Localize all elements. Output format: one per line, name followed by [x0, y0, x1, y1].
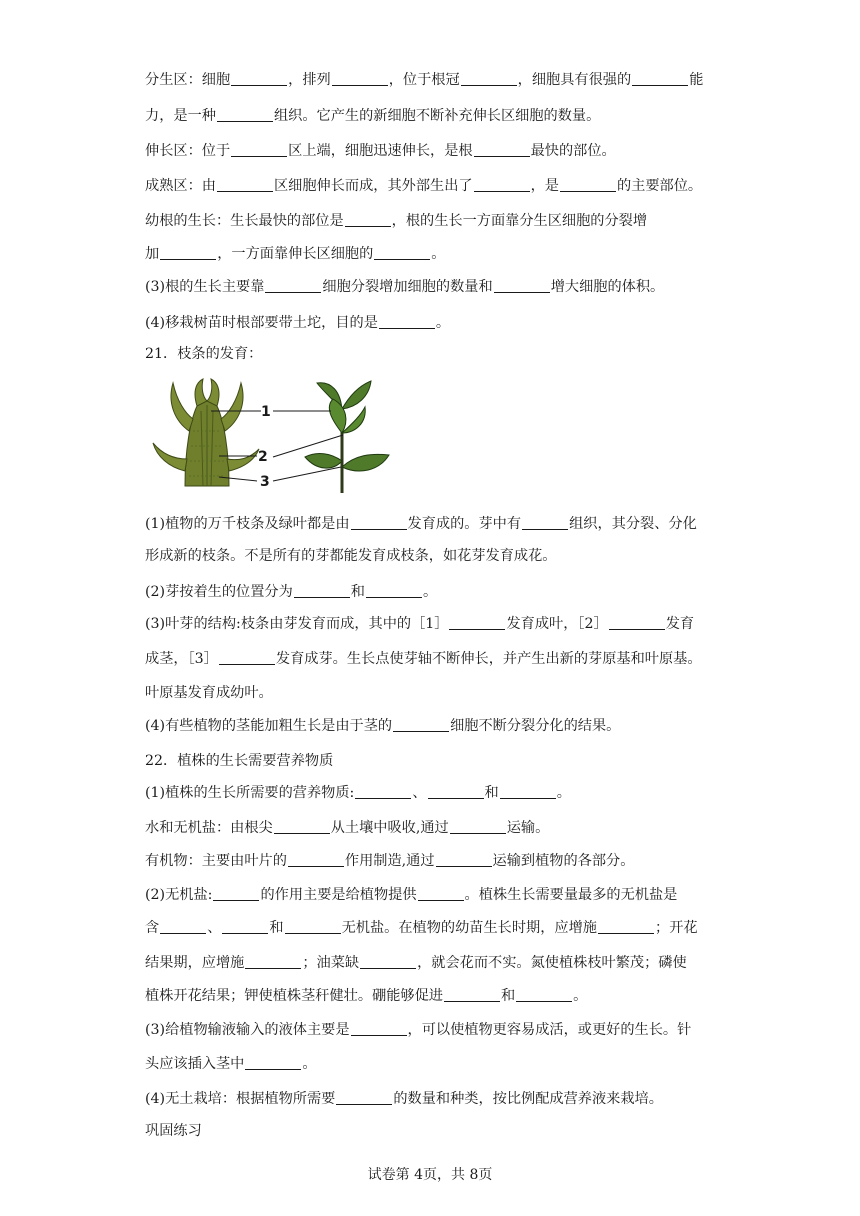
line-text: 。: [573, 988, 588, 1004]
line-text: (3)根的生长主要靠: [145, 279, 265, 295]
answer-blank[interactable]: [461, 71, 517, 86]
label-2: 2: [258, 449, 268, 465]
line-text: 头应该插入茎中: [145, 1056, 245, 1072]
line-text: 最快的部位。: [530, 143, 616, 159]
line-text: (4)无土栽培：根据植物所需要: [145, 1091, 336, 1107]
line-text: 发育: [665, 616, 695, 632]
text-line: [145, 649, 702, 669]
text-line: [145, 1089, 663, 1109]
line-text: ，可以使植物更容易成活，或更好的生长。针: [407, 1022, 692, 1038]
line-text: 加: [145, 246, 160, 262]
answer-blank[interactable]: [500, 784, 556, 799]
text-line: [145, 818, 549, 838]
line-text: 从土壤中吸收,通过: [330, 820, 449, 836]
bud-section-illustration: [153, 379, 259, 486]
answer-blank[interactable]: [245, 1055, 301, 1070]
line-text: (1)植株的生长所需要的营养物质:: [145, 785, 355, 801]
answer-blank[interactable]: [217, 177, 273, 192]
line-text: 组织，其分裂、分化: [569, 516, 697, 532]
line-text: ，排列: [288, 72, 331, 88]
line-text: 增大细胞的体积。: [550, 279, 665, 295]
text-line: [145, 106, 600, 126]
answer-blank[interactable]: [160, 245, 216, 260]
branch-bud-figure: [145, 371, 395, 496]
line-text: 。: [431, 246, 446, 262]
answer-blank[interactable]: [336, 1090, 392, 1105]
line-text: (4)移栽树苗时根部要带土坨，目的是: [145, 315, 378, 331]
line-text: 的主要部位。: [616, 178, 703, 194]
line-text: 发育成的。芽中有: [407, 516, 522, 532]
answer-blank[interactable]: [355, 784, 411, 799]
line-text: 和: [500, 988, 516, 1004]
line-text: 形成新的枝条。不是所有的芽都能发育成枝条，如花芽发育成花。: [145, 548, 557, 564]
label-3: 3: [260, 474, 270, 490]
text-line: [145, 783, 571, 803]
text-line: [145, 313, 450, 333]
line-text: (3)给植物输液输入的液体主要是: [145, 1022, 350, 1038]
line-text: 区上端，细胞迅速伸长，是根: [288, 143, 473, 159]
line-text: (4)有些植物的茎能加粗生长是由于茎的: [145, 718, 393, 734]
text-line: [145, 514, 697, 534]
answer-blank[interactable]: [632, 71, 688, 86]
line-text: 21．枝条的发育：: [145, 346, 263, 362]
line-text: 。: [423, 584, 438, 600]
answer-blank[interactable]: [288, 852, 344, 867]
line-text: 巩固练习: [145, 1123, 202, 1139]
page-footer: 试卷第 4页，共 8页: [367, 1167, 493, 1183]
answer-blank[interactable]: [450, 819, 506, 834]
text-line: [145, 953, 687, 973]
line-text: 和: [484, 785, 499, 801]
text-line: [145, 918, 698, 938]
answer-blank[interactable]: [345, 212, 391, 227]
line-text: 成熟区：由: [145, 178, 216, 194]
answer-blank[interactable]: [213, 886, 259, 901]
line-text: (3)叶芽的结构:枝条由芽发育而成，其中的［1］: [145, 616, 449, 632]
answer-blank[interactable]: [285, 919, 341, 934]
text-line: [145, 244, 445, 264]
answer-blank[interactable]: [294, 583, 350, 598]
line-text: (2)无机盐:: [145, 887, 213, 903]
line-text: 伸长区：位于: [145, 143, 231, 159]
line-text: ，一方面靠伸长区细胞的: [217, 246, 374, 262]
text-line: [145, 885, 677, 905]
answer-blank[interactable]: [332, 71, 388, 86]
answer-blank[interactable]: [366, 583, 422, 598]
line-text: 分生区：细胞: [145, 72, 231, 88]
answer-blank[interactable]: [522, 515, 568, 530]
text-line: [145, 716, 620, 736]
answer-blank[interactable]: [265, 278, 321, 293]
text-line: [145, 277, 664, 297]
answer-blank[interactable]: [374, 245, 430, 260]
line-text: 植株开花结果；钾使植株茎秆健壮。硼能够促进: [145, 988, 443, 1004]
answer-blank[interactable]: [474, 177, 530, 192]
line-text: 。: [302, 1056, 317, 1072]
line-text: 组织。它产生的新细胞不断补充伸长区细胞的数量。: [273, 108, 601, 124]
line-text: 22．植株的生长需要营养物质: [145, 753, 334, 769]
line-text: 发育成芽。生长点使芽轴不断伸长，并产生出新的芽原基和叶原基。: [275, 651, 702, 667]
line-text: 的数量和种类，按比例配成营养液来栽培。: [393, 1091, 663, 1107]
line-text: 细胞不断分裂分化的结果。: [450, 718, 621, 734]
answer-blank[interactable]: [560, 177, 616, 192]
text-line: [145, 614, 694, 634]
line-text: 运输。: [506, 820, 550, 836]
answer-blank[interactable]: [436, 852, 492, 867]
text-line: [145, 1121, 202, 1141]
answer-blank[interactable]: [393, 717, 449, 732]
answer-blank[interactable]: [474, 142, 530, 157]
line-text: ，细胞具有很强的: [517, 72, 632, 88]
line-text: 运输到植物的各部分。: [492, 853, 635, 869]
answer-blank[interactable]: [428, 784, 484, 799]
line-text: ，是: [530, 178, 559, 194]
answer-blank[interactable]: [609, 615, 665, 630]
line-text: ，位于根冠: [388, 72, 460, 88]
line-text: 叶原基发育成幼叶。: [145, 685, 273, 701]
answer-blank[interactable]: [351, 1021, 407, 1036]
line-text: 成茎，［3］: [145, 651, 218, 667]
line-text: ；油菜缺: [302, 955, 360, 971]
line-text: 和: [269, 920, 284, 936]
answer-blank[interactable]: [598, 919, 654, 934]
answer-blank[interactable]: [379, 314, 435, 329]
line-text: 力，是一种: [145, 108, 216, 124]
answer-blank[interactable]: [444, 987, 500, 1002]
answer-blank[interactable]: [231, 142, 287, 157]
line-text: 。植株生长需要量最多的无机盐是: [464, 887, 678, 903]
line-text: 、: [412, 785, 427, 801]
line-text: 的作用主要是给植物提供: [260, 887, 417, 903]
text-line: [145, 1054, 317, 1074]
line-text: 。: [556, 785, 571, 801]
text-line: [145, 141, 616, 161]
text-line: [145, 70, 703, 90]
answer-blank[interactable]: [160, 919, 206, 934]
line-text: 含: [145, 920, 160, 936]
line-text: ，就会花而不实。氮使植株枝叶繁茂；磷使: [417, 955, 687, 971]
line-text: 和: [350, 584, 365, 600]
line-text: (1)植物的万千枝条及绿叶都是由: [145, 516, 350, 532]
line-text: 。: [435, 315, 451, 331]
line-text: 能: [689, 72, 704, 88]
text-line: [145, 344, 262, 364]
text-line: [145, 1020, 691, 1040]
line-text: ，根的生长一方面靠分生区细胞的分裂增: [391, 213, 648, 229]
answer-blank[interactable]: [494, 278, 550, 293]
answer-blank[interactable]: [231, 71, 287, 86]
answer-blank[interactable]: [418, 886, 464, 901]
line-text: (2)芽按着生的位置分为: [145, 584, 293, 600]
text-line: [145, 176, 702, 196]
branch-illustration: [305, 381, 389, 493]
text-line: [145, 211, 647, 231]
answer-blank[interactable]: [217, 107, 273, 122]
line-text: ；开花: [655, 920, 698, 936]
line-text: 无机盐。在植物的幼苗生长时期，应增施: [341, 920, 597, 936]
answer-blank[interactable]: [351, 515, 407, 530]
answer-blank[interactable]: [274, 819, 330, 834]
line-text: 作用制造,通过: [344, 853, 435, 869]
answer-blank[interactable]: [222, 919, 268, 934]
line-text: 有机物：主要由叶片的: [145, 853, 287, 869]
line-text: 、: [207, 920, 222, 936]
answer-blank[interactable]: [516, 987, 572, 1002]
line-text: 水和无机盐：由根尖: [145, 820, 273, 836]
text-line: [145, 546, 556, 566]
line-text: 区细胞伸长而成，其外部生出了: [273, 178, 473, 194]
line-text: 幼根的生长：生长最快的部位是: [145, 213, 344, 229]
answer-blank[interactable]: [449, 615, 505, 630]
text-line: [145, 851, 634, 871]
line-text: 发育成叶，［2］: [506, 616, 608, 632]
text-line: [145, 986, 587, 1006]
label-1: 1: [261, 404, 271, 420]
text-line: [145, 683, 273, 703]
answer-blank[interactable]: [219, 650, 275, 665]
text-line: [145, 751, 333, 771]
answer-blank[interactable]: [245, 954, 301, 969]
line-text: 结果期，应增施: [145, 955, 245, 971]
line-text: 细胞分裂增加细胞的数量和: [322, 279, 493, 295]
answer-blank[interactable]: [360, 954, 416, 969]
text-line: [145, 582, 437, 602]
